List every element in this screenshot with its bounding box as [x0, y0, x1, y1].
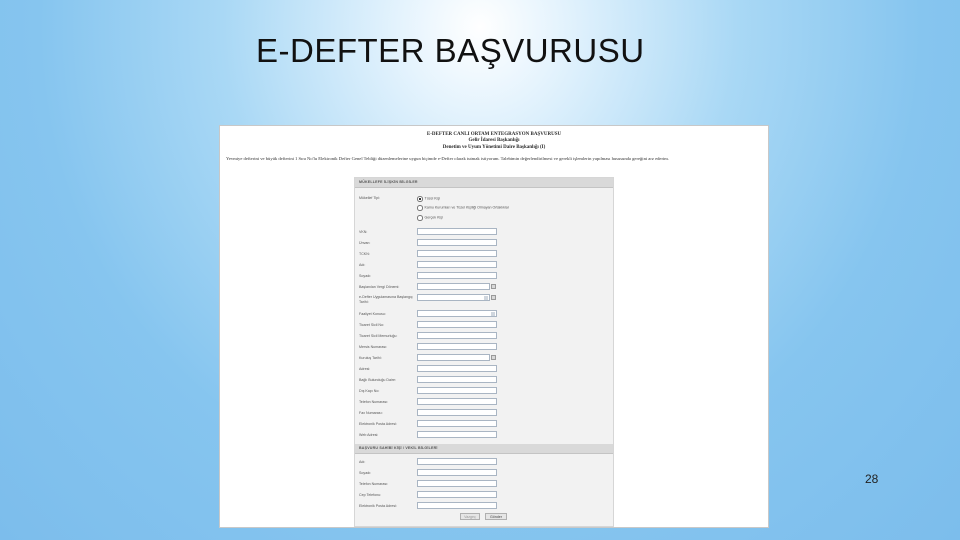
field-label: Telefon Numarası:: [359, 400, 389, 404]
text-input[interactable]: [417, 469, 497, 476]
text-input[interactable]: [417, 261, 497, 268]
field-label: Kuruluş Tarihi:: [359, 356, 382, 360]
text-input[interactable]: [417, 376, 497, 383]
text-input[interactable]: [417, 272, 497, 279]
radio-empty-icon: [417, 205, 423, 211]
section-taxpayer-header: MÜKELLEFE İLİŞKİN BİLGİLER: [355, 178, 613, 188]
cancel-button[interactable]: Vazgeç: [460, 513, 480, 520]
field-label: TCKN:: [359, 252, 370, 256]
application-form-screenshot: [219, 125, 769, 528]
field-label: Ünvan:: [359, 241, 371, 245]
intro-text: Yevmiye defterini ve büyük defterini 1 Sıra No'lu Elektronik Defter Genel Tebliği düzenlemelerine uygun biçimde e-Defter olarak tutmak istiyorum. Talebimin değerlendirilmesi ve gerekli işlemlerin yapılması hususunda gereğini arz ederim.: [226, 156, 669, 162]
select-field[interactable]: [417, 294, 490, 301]
text-input[interactable]: [417, 321, 497, 328]
field-label: Adı:: [359, 263, 366, 267]
text-input[interactable]: [417, 239, 497, 246]
field-label: e-Defter Uygulamasına Başlangıç Tarihi:: [359, 295, 413, 304]
text-input[interactable]: [417, 480, 497, 487]
text-input[interactable]: [417, 332, 497, 339]
radio-empty-icon: [417, 215, 423, 221]
field-label: Faaliyet Konusu:: [359, 312, 386, 316]
form-header-line3: Denetim ve Uyum Yönetimi Daire Başkanlığı (I): [442, 144, 546, 150]
form-header-line2: Gelir İdaresi Başkanlığı: [468, 138, 520, 144]
slide-number: 28: [865, 472, 879, 486]
field-label: Ticaret Sicil Memurluğu:: [359, 334, 398, 338]
text-input[interactable]: [417, 409, 497, 416]
text-input[interactable]: [417, 420, 497, 427]
form-header-line1: E-DEFTER CANLI ORTAM ENTEGRASYON BAŞVURUSU: [426, 132, 562, 137]
text-input[interactable]: [417, 250, 497, 257]
submit-button[interactable]: Gönder: [485, 513, 507, 520]
radio-label: Gerçek Kişi: [424, 215, 443, 220]
field-label: Web Adresi:: [359, 433, 379, 437]
radio-tuzel-kisi[interactable]: [417, 196, 440, 202]
select-field[interactable]: [417, 310, 497, 317]
radio-label: Kamu Kurumları ve Tüzel Kişiliği Olmayan Ortaklıklar: [424, 205, 509, 210]
slide-title: E-DEFTER BAŞVURUSU: [256, 32, 645, 69]
field-label: Cep Telefonu:: [359, 493, 382, 497]
field-label: Başlanılan Vergi Dönemi:: [359, 285, 400, 289]
text-input[interactable]: [417, 365, 497, 372]
field-label: Adresi:: [359, 367, 371, 371]
field-label: Soyadı:: [359, 471, 372, 475]
field-label: VKN:: [359, 230, 368, 234]
section-applicant-header: BAŞVURU SAHİBİ KİŞİ / VEKİL BİLGİLERİ: [355, 444, 613, 454]
text-input[interactable]: [417, 458, 497, 465]
form-panel: [354, 177, 614, 527]
field-label: Telefon Numarası:: [359, 482, 389, 486]
calendar-icon[interactable]: [491, 355, 496, 360]
field-label: Bağlı Bulunduğu Daire:: [359, 378, 396, 382]
text-input[interactable]: [417, 431, 497, 438]
field-label: Mersis Numarası:: [359, 345, 388, 349]
text-input[interactable]: [417, 343, 497, 350]
text-input[interactable]: [417, 398, 497, 405]
field-label: Dış Kapı No:: [359, 389, 380, 393]
radio-label: Tüzel Kişi: [424, 196, 441, 201]
field-label: Fax Numarası:: [359, 411, 383, 415]
field-label: Elektronik Posta Adresi:: [359, 422, 397, 426]
calendar-icon[interactable]: [491, 284, 496, 289]
text-input[interactable]: [417, 491, 497, 498]
radio-selected-icon: [417, 196, 423, 202]
text-input[interactable]: [417, 354, 490, 361]
field-label: Adı:: [359, 460, 366, 464]
text-input[interactable]: [417, 283, 490, 290]
calendar-icon[interactable]: [491, 295, 496, 300]
text-input[interactable]: [417, 228, 497, 235]
taxpayer-type-label: Mükellef Tipi:: [359, 196, 380, 200]
radio-kamu-kurumlari[interactable]: [417, 205, 509, 211]
radio-gercek-kisi[interactable]: [417, 215, 443, 221]
text-input[interactable]: [417, 502, 497, 509]
text-input[interactable]: [417, 387, 497, 394]
field-label: Elektronik Posta Adresi:: [359, 504, 397, 508]
field-label: Ticaret Sicil No:: [359, 323, 385, 327]
field-label: Soyadı:: [359, 274, 372, 278]
form-header: [220, 132, 768, 151]
